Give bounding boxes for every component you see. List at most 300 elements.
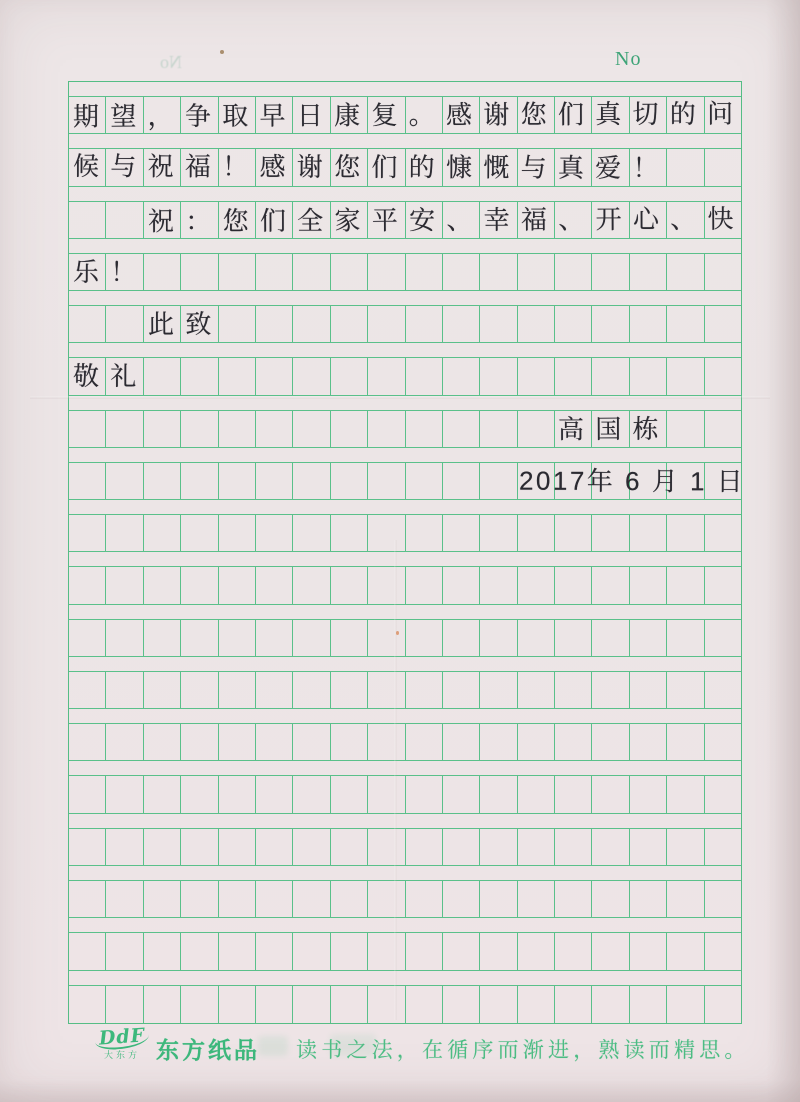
grid-cell <box>443 358 480 394</box>
grid-cell <box>480 776 517 812</box>
grid-cell <box>705 829 741 865</box>
grid-cell <box>705 672 741 708</box>
grid-cell <box>630 724 667 760</box>
grid-cell <box>518 829 555 865</box>
grid-cell <box>144 358 181 394</box>
grid-cell <box>293 515 330 551</box>
grid-cell <box>406 724 443 760</box>
grid-cell <box>518 411 555 447</box>
grid-cell <box>256 567 293 603</box>
grid-cell <box>518 933 555 969</box>
grid-cell <box>480 358 517 394</box>
grid-cell <box>106 881 143 917</box>
grid-cell <box>256 358 293 394</box>
grid-cell <box>630 881 667 917</box>
grid-cell <box>518 306 555 342</box>
paper-crease-horizontal <box>30 396 770 399</box>
grid-cell <box>406 620 443 656</box>
grid-cell <box>667 933 704 969</box>
grid-cell <box>219 254 256 290</box>
grid-cell <box>219 986 256 1023</box>
brand-logo-subtext: 大东方 <box>103 1050 140 1060</box>
grid-cell <box>368 881 405 917</box>
grid-cell <box>219 463 256 499</box>
grid-cell <box>667 672 704 708</box>
grid-cell <box>518 986 555 1023</box>
grid-cell <box>106 567 143 603</box>
grid-cell <box>630 829 667 865</box>
grid-cell <box>181 254 218 290</box>
grid-cell <box>331 463 368 499</box>
grid-cell <box>219 776 256 812</box>
grid-cell <box>69 933 106 969</box>
grid-cell <box>705 881 741 917</box>
grid-row <box>69 829 741 866</box>
grid-cell <box>705 933 741 969</box>
grid-cell <box>144 829 181 865</box>
grid-row <box>69 254 741 291</box>
grid-cell <box>667 149 704 185</box>
grid-cell <box>106 829 143 865</box>
row-gap <box>69 709 741 724</box>
grid-cell <box>518 724 555 760</box>
grid-cell <box>443 567 480 603</box>
grid-cell <box>443 672 480 708</box>
grid-cell <box>518 358 555 394</box>
grid-row <box>69 881 741 918</box>
paper-speck <box>220 50 224 54</box>
grid-cell <box>705 620 741 656</box>
grid-cell <box>406 463 443 499</box>
grid-cell <box>667 411 704 447</box>
grid-cell <box>406 515 443 551</box>
grid-cell <box>144 881 181 917</box>
grid-cell <box>667 724 704 760</box>
grid-cell <box>443 620 480 656</box>
grid-cell <box>368 306 405 342</box>
no-label-bleedthrough: No <box>160 52 182 72</box>
grid-cell <box>555 672 592 708</box>
grid-cell <box>592 515 629 551</box>
grid-cell <box>368 672 405 708</box>
grid-cell <box>256 620 293 656</box>
grid-cell <box>406 829 443 865</box>
grid-cell <box>69 776 106 812</box>
row-gap <box>69 657 741 672</box>
grid-cell <box>69 724 106 760</box>
scan-shadow-bottom <box>0 1080 800 1102</box>
grid-cell <box>368 254 405 290</box>
grid-cell <box>181 776 218 812</box>
grid-cell <box>368 933 405 969</box>
row-gap <box>69 918 741 933</box>
grid-cell <box>293 724 330 760</box>
grid-cell <box>630 986 667 1023</box>
grid-cell <box>331 567 368 603</box>
grid-cell <box>443 254 480 290</box>
grid-cell <box>69 829 106 865</box>
grid-cell <box>219 829 256 865</box>
grid-cell <box>144 724 181 760</box>
brand-logo <box>86 1024 158 1060</box>
grid-cell <box>368 358 405 394</box>
row-gap <box>69 343 741 358</box>
grid-cell <box>705 567 741 603</box>
grid-row <box>69 620 741 657</box>
grid-cell <box>368 829 405 865</box>
grid-cell <box>181 672 218 708</box>
grid-cell <box>480 829 517 865</box>
grid-cell <box>705 411 741 447</box>
grid-cell <box>331 724 368 760</box>
grid-cell <box>106 515 143 551</box>
row-gap <box>69 814 741 829</box>
grid-cell <box>406 881 443 917</box>
grid-cell <box>181 986 218 1023</box>
grid-cell <box>331 306 368 342</box>
grid-cell <box>480 463 517 499</box>
grid-row <box>69 776 741 813</box>
grid-cell <box>293 254 330 290</box>
grid-cell <box>667 620 704 656</box>
grid-cell <box>219 306 256 342</box>
grid-cell <box>293 881 330 917</box>
grid-cell <box>555 358 592 394</box>
grid-cell <box>443 829 480 865</box>
grid-cell <box>256 515 293 551</box>
grid-cell <box>256 254 293 290</box>
grid-cell <box>293 986 330 1023</box>
grid-cell <box>443 515 480 551</box>
grid-cell <box>256 463 293 499</box>
grid-cell <box>518 620 555 656</box>
grid-cell <box>181 463 218 499</box>
grid-cell <box>219 672 256 708</box>
grid-cell <box>219 933 256 969</box>
grid-cell <box>480 672 517 708</box>
grid-cell <box>406 933 443 969</box>
grid-cell <box>480 986 517 1023</box>
grid-cell <box>181 620 218 656</box>
grid-cell <box>667 358 704 394</box>
grid-cell <box>106 411 143 447</box>
grid-cell <box>368 986 405 1023</box>
grid-cell <box>592 829 629 865</box>
grid-cell <box>293 306 330 342</box>
grid-cell <box>555 933 592 969</box>
handwriting-line-4: 乐！ <box>72 256 148 287</box>
grid-cell <box>331 881 368 917</box>
grid-cell <box>443 306 480 342</box>
grid-cell <box>630 515 667 551</box>
grid-cell <box>368 567 405 603</box>
grid-cell <box>630 672 667 708</box>
grid-cell <box>592 306 629 342</box>
ink-bleed-smudge <box>330 1034 376 1056</box>
grid-cell <box>705 149 741 185</box>
row-gap <box>69 239 741 254</box>
grid-row <box>69 724 741 761</box>
grid-cell <box>555 567 592 603</box>
brand-logo-script: DdF <box>94 1026 150 1051</box>
grid-cell <box>69 463 106 499</box>
grid-row <box>69 515 741 552</box>
grid-cell <box>106 776 143 812</box>
ink-bleed-smudge <box>258 1036 288 1056</box>
grid-cell <box>106 620 143 656</box>
grid-cell <box>406 776 443 812</box>
grid-cell <box>592 881 629 917</box>
grid-cell <box>69 515 106 551</box>
grid-cell <box>480 515 517 551</box>
row-gap <box>69 500 741 515</box>
grid-cell <box>106 463 143 499</box>
grid-cell <box>144 933 181 969</box>
grid-cell <box>219 411 256 447</box>
grid-cell <box>69 986 106 1023</box>
grid-cell <box>106 986 143 1023</box>
grid-cell <box>331 358 368 394</box>
grid-cell <box>106 202 143 238</box>
grid-cell <box>555 776 592 812</box>
grid-cell <box>256 724 293 760</box>
grid-cell <box>480 254 517 290</box>
grid-row <box>69 986 741 1023</box>
grid-cell <box>219 515 256 551</box>
handwriting-line-7: 高国栋 <box>558 413 671 444</box>
grid-cell <box>443 933 480 969</box>
grid-cell <box>219 724 256 760</box>
grid-cell <box>630 254 667 290</box>
grid-cell <box>256 411 293 447</box>
handwriting-line-6: 敬礼 <box>72 361 148 392</box>
grid-cell <box>480 933 517 969</box>
grid-cell <box>555 986 592 1023</box>
grid-cell <box>443 411 480 447</box>
grid-cell <box>518 254 555 290</box>
grid-cell <box>106 306 143 342</box>
grid-cell <box>705 306 741 342</box>
grid-cell <box>592 567 629 603</box>
grid-cell <box>256 776 293 812</box>
grid-cell <box>293 672 330 708</box>
handwriting-line-1: 期望，争取早日康复。感谢您们真切的问 <box>72 98 745 132</box>
grid-cell <box>592 358 629 394</box>
grid-cell <box>630 776 667 812</box>
grid-cell <box>106 933 143 969</box>
grid-cell <box>293 463 330 499</box>
grid-cell <box>592 672 629 708</box>
grid-cell <box>592 724 629 760</box>
grid-cell <box>368 515 405 551</box>
grid-cell <box>144 411 181 447</box>
grid-cell <box>518 567 555 603</box>
grid-row <box>69 933 741 970</box>
grid-cell <box>181 829 218 865</box>
grid-cell <box>293 358 330 394</box>
grid-cell <box>443 463 480 499</box>
grid-cell <box>256 672 293 708</box>
grid-cell <box>518 672 555 708</box>
grid-cell <box>443 776 480 812</box>
grid-cell <box>555 881 592 917</box>
grid-cell <box>705 986 741 1023</box>
grid-cell <box>667 306 704 342</box>
grid-cell <box>630 620 667 656</box>
grid-row <box>69 567 741 604</box>
grid-cell <box>592 933 629 969</box>
grid-cell <box>69 620 106 656</box>
grid-cell <box>144 254 181 290</box>
grid-cell <box>480 411 517 447</box>
grid-cell <box>293 620 330 656</box>
grid-cell <box>293 567 330 603</box>
handwriting-line-5: 此致 <box>147 308 223 340</box>
grid-row <box>69 672 741 709</box>
grid-cell <box>293 776 330 812</box>
grid-cell <box>518 515 555 551</box>
grid-cell <box>331 254 368 290</box>
grid-cell <box>555 829 592 865</box>
footer <box>0 1026 800 1086</box>
grid-cell <box>69 202 106 238</box>
grid-cell <box>256 306 293 342</box>
grid-cell <box>144 463 181 499</box>
grid-cell <box>406 986 443 1023</box>
grid-cell <box>69 881 106 917</box>
grid-cell <box>181 515 218 551</box>
grid-cell <box>443 881 480 917</box>
grid-cell <box>555 724 592 760</box>
grid-cell <box>256 986 293 1023</box>
grid-cell <box>368 620 405 656</box>
grid-cell <box>555 620 592 656</box>
grid-cell <box>106 724 143 760</box>
grid-cell <box>144 515 181 551</box>
grid-cell <box>331 672 368 708</box>
grid-cell <box>592 986 629 1023</box>
paper-crease-vertical <box>394 540 397 1020</box>
grid-cell <box>181 724 218 760</box>
row-gap <box>69 291 741 306</box>
row-gap <box>69 552 741 567</box>
grid-cell <box>406 411 443 447</box>
grid-cell <box>331 933 368 969</box>
grid-cell <box>331 776 368 812</box>
grid-cell <box>630 306 667 342</box>
grid-cell <box>181 358 218 394</box>
grid-cell <box>518 776 555 812</box>
grid-cell <box>331 620 368 656</box>
grid-cell <box>406 358 443 394</box>
grid-cell <box>630 358 667 394</box>
grid-cell <box>331 411 368 447</box>
grid-cell <box>518 881 555 917</box>
paper-motto: 读书之法，在循序而渐进，熟读而精思。 <box>296 1039 750 1062</box>
grid-cell <box>705 254 741 290</box>
grid-cell <box>406 306 443 342</box>
grid-cell <box>181 933 218 969</box>
grid-cell <box>144 620 181 656</box>
row-gap <box>69 448 741 463</box>
grid-cell <box>256 829 293 865</box>
grid-row <box>69 358 741 395</box>
grid-cell <box>443 986 480 1023</box>
grid-cell <box>368 411 405 447</box>
handwriting-line-3: 祝：您们全家平安、幸福、开心、快 <box>147 203 745 236</box>
grid-cell <box>144 776 181 812</box>
no-label: No <box>615 48 642 70</box>
grid-cell <box>592 254 629 290</box>
grid-cell <box>293 411 330 447</box>
grid-cell <box>144 672 181 708</box>
grid-cell <box>705 515 741 551</box>
grid-cell <box>181 881 218 917</box>
grid-cell <box>219 881 256 917</box>
grid-cell <box>592 620 629 656</box>
grid-cell <box>331 986 368 1023</box>
paper-speck <box>396 631 399 635</box>
grid-cell <box>480 567 517 603</box>
brand-name: 东方纸品 <box>156 1037 260 1063</box>
grid-cell <box>144 986 181 1023</box>
row-gap <box>69 971 741 986</box>
grid-cell <box>705 724 741 760</box>
row-gap <box>69 761 741 776</box>
grid-cell <box>368 463 405 499</box>
grid-cell <box>293 933 330 969</box>
grid-cell <box>69 567 106 603</box>
grid-cell <box>219 567 256 603</box>
grid-cell <box>480 620 517 656</box>
grid-cell <box>69 672 106 708</box>
grid-cell <box>667 254 704 290</box>
grid-cell <box>256 933 293 969</box>
grid-cell <box>293 829 330 865</box>
grid-cell <box>667 567 704 603</box>
grid-cell <box>406 254 443 290</box>
grid-cell <box>69 306 106 342</box>
grid-cell <box>555 515 592 551</box>
grid-cell <box>368 724 405 760</box>
row-gap <box>69 605 741 620</box>
grid-cell <box>406 672 443 708</box>
grid-cell <box>69 411 106 447</box>
grid-cell <box>331 515 368 551</box>
handwriting-line-8: 2017年 6 月 1 日 <box>518 465 746 497</box>
grid-cell <box>667 515 704 551</box>
grid-cell <box>181 567 218 603</box>
grid-cell <box>480 306 517 342</box>
grid-cell <box>181 411 218 447</box>
grid-cell <box>667 881 704 917</box>
grid-cell <box>705 776 741 812</box>
grid-cell <box>219 620 256 656</box>
grid-cell <box>667 829 704 865</box>
grid-cell <box>555 254 592 290</box>
grid-cell <box>106 672 143 708</box>
grid-cell <box>705 358 741 394</box>
grid-cell <box>592 776 629 812</box>
grid-cell <box>667 776 704 812</box>
grid-cell <box>144 567 181 603</box>
row-gap <box>69 866 741 881</box>
grid-cell <box>406 567 443 603</box>
grid-cell <box>443 724 480 760</box>
grid-cell <box>331 829 368 865</box>
grid-cell <box>555 306 592 342</box>
grid-cell <box>667 986 704 1023</box>
